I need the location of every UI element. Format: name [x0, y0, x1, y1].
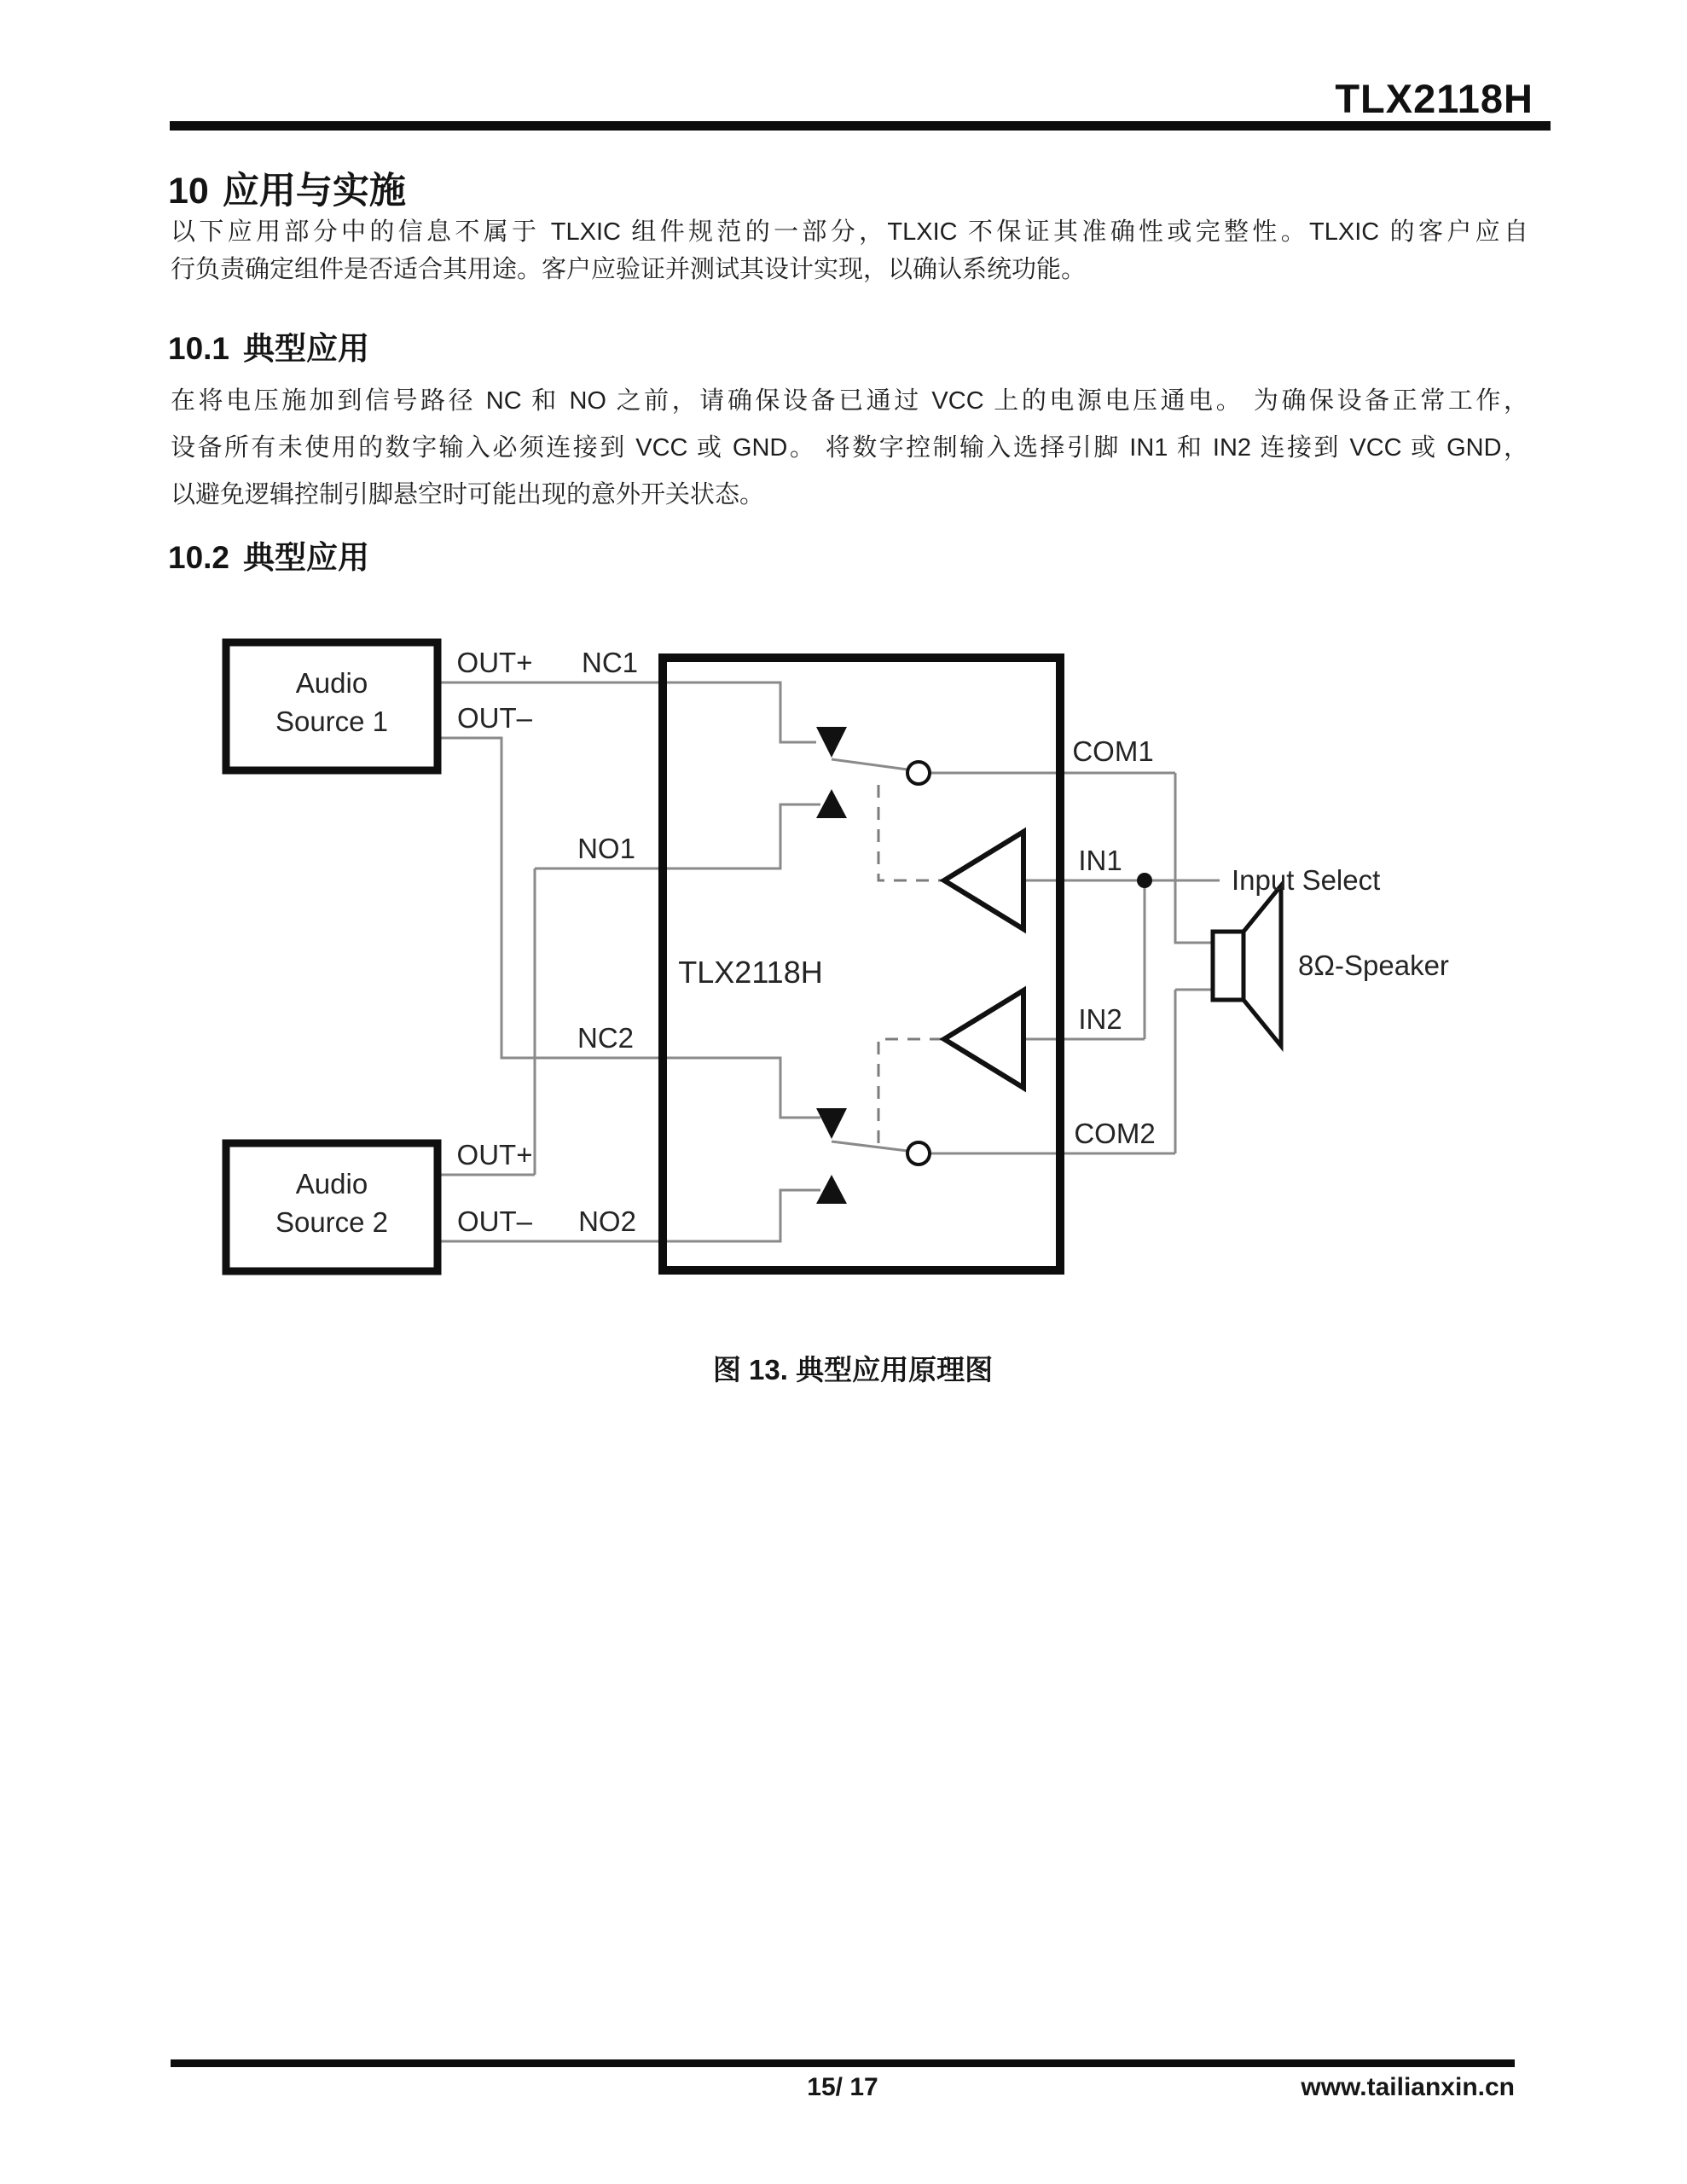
speaker-icon [1213, 886, 1281, 1046]
section-10-2-title: 典型应用 [243, 540, 370, 575]
pin-label-in1: IN1 [1078, 845, 1122, 876]
pin-label-nc2: NC2 [577, 1022, 635, 1054]
switch1-control-dashed [878, 785, 942, 880]
audio-source-1-label: Audio [295, 667, 368, 699]
speaker-cone [1244, 886, 1281, 1046]
pin-label-no1: NO1 [577, 833, 635, 864]
switch1-pole-icon [907, 762, 930, 784]
schematic-svg [213, 631, 1493, 1288]
footer-rule [171, 2059, 1515, 2067]
pin-label-out-minus-1: OUT– [456, 702, 533, 734]
page-number: 15/ 17 [807, 2073, 878, 2101]
paragraph-line: 在将电压施加到信号路径 NC 和 NO 之前，请确保设备已通过 VCC 上的电源电压通电。 为确保设备正常工作， [171, 387, 1528, 415]
header-rule [170, 121, 1551, 131]
section-10-heading [168, 162, 406, 214]
wire-out-plus-2-to-no1 [438, 868, 535, 1175]
pin-labels [457, 647, 1449, 1237]
wire-speaker-feeds [1175, 773, 1213, 1153]
pin-label-out-plus-2: OUT+ [456, 1139, 533, 1170]
paragraph-line: 行负责确定组件是否适合其用途。客户应验证并测试其设计实现，以确认系统功能。 [171, 256, 1087, 283]
paragraph-line: 以下应用部分中的信息不属于 TLXIC 组件规范的一部分，TLXIC 不保证其准确性或完整性。TLXIC 的客户应自 [171, 218, 1528, 246]
audio-source-1-label: Source 1 [275, 706, 389, 737]
pin-label-com1: COM1 [1072, 735, 1154, 767]
pin-label-out-plus-1: OUT+ [456, 647, 533, 678]
switch2-nc-contact-icon [816, 1108, 847, 1139]
switch1-pole-lever [832, 759, 907, 770]
section-10-title: 应用与实施 [222, 171, 406, 212]
figure-13-schematic [213, 631, 1493, 1288]
switch1-nc-contact-icon [816, 727, 847, 758]
pin-label-no2: NO2 [578, 1205, 636, 1237]
input-select-junction-dot [1137, 873, 1152, 888]
audio-source-2-label: Audio [295, 1168, 368, 1199]
figure-caption: 图 13. 典型应用原理图 [712, 1354, 994, 1385]
section-10-1-heading [168, 322, 369, 369]
speaker-body [1213, 932, 1244, 1000]
section-10-2-heading [168, 531, 369, 578]
pin-label-nc1: NC1 [581, 647, 639, 678]
section-10-1-number: 10.1 [168, 331, 230, 366]
pin-label-out-minus-2: OUT– [456, 1205, 533, 1237]
chip-label: TLX2118H [678, 955, 823, 990]
driver1-amp-icon [944, 832, 1023, 929]
input-select-label: Input Select [1232, 864, 1381, 896]
audio-source-2-label: Source 2 [275, 1206, 389, 1238]
switch2-pole-lever [832, 1141, 907, 1151]
paragraph-line: 设备所有未使用的数字输入必须连接到 VCC 或 GND。 将数字控制输入选择引脚 IN1 和 IN2 连接到 VCC 或 GND， [171, 434, 1528, 462]
switch2-no-contact-icon [816, 1175, 847, 1204]
dashed-links [878, 785, 942, 1143]
section-10-1-title: 典型应用 [243, 331, 370, 366]
footer-website: www.tailianxin.cn [1301, 2073, 1515, 2101]
section-10-1-paragraph [171, 378, 1528, 519]
speaker-label: 8Ω-Speaker [1298, 950, 1449, 981]
section-10-2-number: 10.2 [168, 540, 230, 575]
switch2-pole-icon [907, 1142, 930, 1165]
driver2-amp-icon [944, 990, 1023, 1088]
header-part-number: TLX2118H [1335, 76, 1533, 121]
section-10-number: 10 [168, 171, 209, 212]
paragraph-line: 以避免逻辑控制引脚悬空时可能出现的意外开关状态。 [171, 481, 765, 508]
switch2-control-dashed [878, 1039, 942, 1143]
pin-label-in2: IN2 [1078, 1003, 1122, 1035]
wire-out-minus-1-to-nc2 [438, 738, 823, 1118]
section-10-paragraph [171, 213, 1528, 288]
switch1-no-contact-icon [816, 789, 847, 818]
pin-label-com2: COM2 [1074, 1118, 1156, 1149]
